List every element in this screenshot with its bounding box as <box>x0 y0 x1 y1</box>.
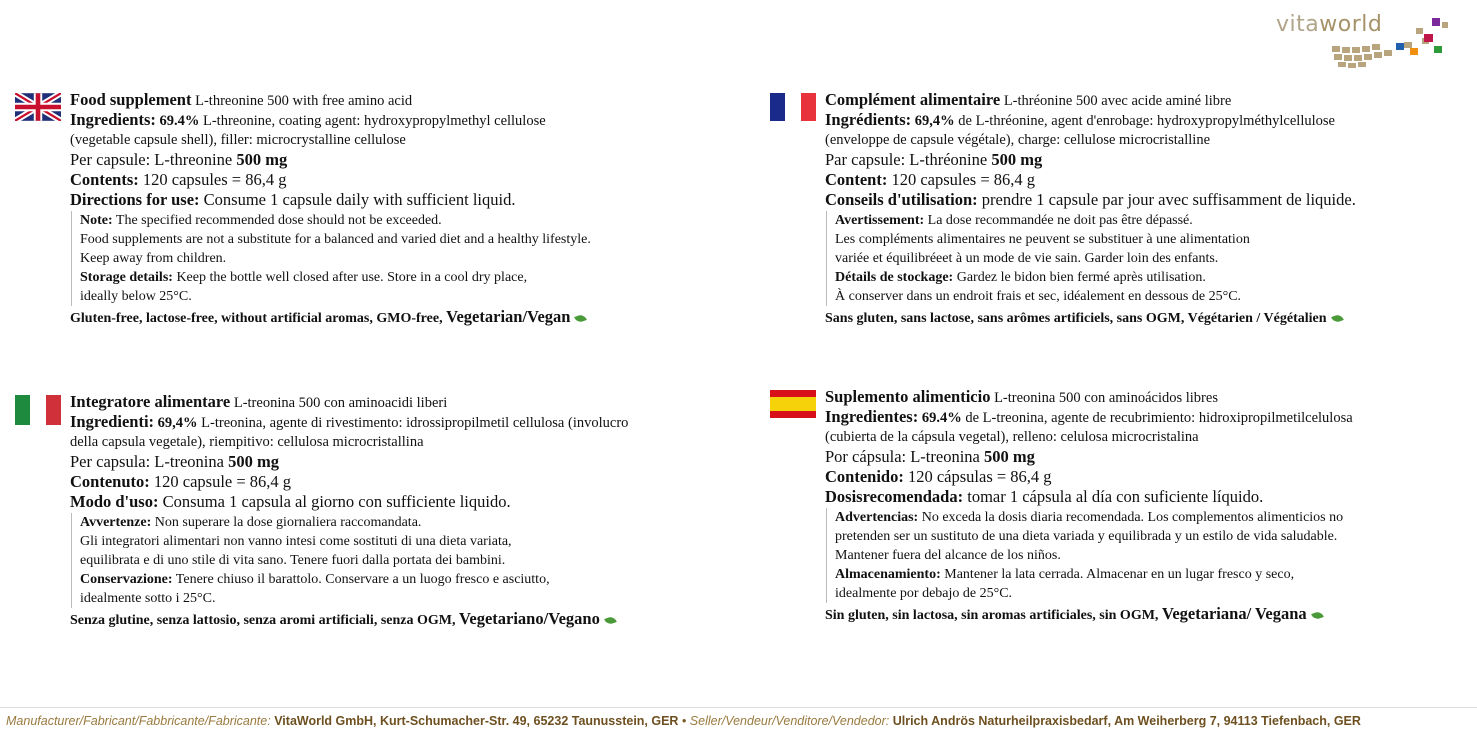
footer: Manufacturer/Fabricant/Fabbricante/Fabricante: VitaWorld GmbH, Kurt-Schumacher-Str. 49, 65232 Taunusstein, GER • Seller/Vendeur/Venditore/Vendedor: Ulrich Andrös Naturheilpraxisbedarf, Am Weiherberg 7, 94113 Tiefenbach, GER <box>0 707 1477 728</box>
ingredients: Ingredientes: 69.4% de L-treonina, agente de recubrimiento: hidroxipropilmetilcelulosa <box>825 407 1353 426</box>
logo-mosaic-icon <box>1272 6 1472 72</box>
note-line: Note: The specified recommended dose should not be exceeded. <box>80 213 442 228</box>
dietary-tags: Sin gluten, sin lactosa, sin aromas artificiales, sin OGM, Vegetariana/ Vegana <box>825 603 1477 625</box>
contents: Contents: 120 capsules = 86,4 g <box>70 170 287 189</box>
notes <box>826 211 1477 306</box>
contents: Content: 120 capsules = 86,4 g <box>825 170 1036 189</box>
directions: Directions for use: Consume 1 capsule daily with sufficient liquid. <box>70 190 516 209</box>
leaf-icon <box>575 313 588 323</box>
dietary-tags: Senza glutine, senza lattosio, senza aromi artificiali, senza OGM, Vegetariano/Vegano <box>70 608 760 630</box>
product-title: Food supplement L-threonine 500 with free amino acid <box>70 90 413 109</box>
note-line: variée et équilibréeet à un mode de vie sain. Garder loin des enfants. <box>835 251 1219 266</box>
dietary-tags: Sans gluten, sans lactose, sans arômes artificiels, sans OGM, Végétarien / Végétalien <box>825 306 1477 328</box>
directions: Conseils d'utilisation: prendre 1 capsule par jour avec suffisamment de liquide. <box>825 190 1356 209</box>
note-line: Les compléments alimentaires ne peuvent se substituer à une alimentation <box>835 232 1250 247</box>
contents: Contenuto: 120 capsule = 86,4 g <box>70 472 292 491</box>
note-line: pretenden ser un sustituto de una dieta variada y equilibrada y un estilo de vida saludable. <box>835 529 1338 544</box>
leaf-icon <box>1311 610 1324 620</box>
uk-flag-icon <box>15 93 61 121</box>
note-line: Avertissement: La dose recommandée ne doit pas être dépassé. <box>835 213 1193 228</box>
italy-flag-icon <box>15 395 61 423</box>
ingredients-cont: della capsula vegetale), riempitivo: cellulosa microcristallina <box>70 434 424 450</box>
note-line: Almacenamiento: Mantener la lata cerrada. Almacenar en un lugar fresco y seco, <box>835 567 1295 582</box>
notes <box>71 211 760 306</box>
ingredients-cont: (vegetable capsule shell), filler: microcrystalline cellulose <box>70 132 406 148</box>
note-line: ideally below 25°C. <box>80 289 192 304</box>
per-capsule: Per capsula: L-treonina 500 mg <box>70 452 279 471</box>
directions: Dosisrecomendada: tomar 1 cápsula al día con suficiente líquido. <box>825 487 1264 506</box>
spain-flag-icon <box>770 390 816 418</box>
ingredients-cont: (cubierta de la cápsula vegetal), relleno: celulosa microcristalina <box>825 429 1199 445</box>
note-line: Conservazione: Tenere chiuso il barattolo. Conservare a un luogo fresco e asciutto, <box>80 572 550 587</box>
ingredients: Ingredients: 69.4% L-threonine, coating agent: hydroxypropylmethyl cellulose <box>70 110 546 129</box>
contents: Contenido: 120 cápsulas = 86,4 g <box>825 467 1052 486</box>
note-line: Gli integratori alimentari non vanno intesi come sostituti di una dieta variata, <box>80 534 512 549</box>
note-line: À conserver dans un endroit frais et sec, idéalement en dessous de 25°C. <box>835 289 1242 304</box>
product-title: Suplemento alimenticio L-treonina 500 con aminoácidos libres <box>825 387 1218 406</box>
vitaworld-logo: vitaworld <box>1272 6 1472 72</box>
leaf-icon <box>604 615 617 625</box>
note-line: Food supplements are not a substitute for a balanced and varied diet and a healthy lifestyle. <box>80 232 591 247</box>
ingredients: Ingrédients: 69,4% de L-thréonine, agent d'enrobage: hydroxypropylméthylcellulose <box>825 110 1335 129</box>
france-flag-icon <box>770 93 816 121</box>
note-line: Advertencias: No exceda la dosis diaria recomendada. Los complementos alimenticios no <box>835 510 1344 525</box>
ingredients-cont: (enveloppe de capsule végétale), charge: cellulose microcristalline <box>825 132 1211 148</box>
note-line: Keep away from children. <box>80 251 227 266</box>
notes <box>71 513 760 608</box>
note-line: equilibrata e di uno stile di vita sano. Tenere fuori dalla portata dei bambini. <box>80 553 506 568</box>
note-line: Détails de stockage: Gardez le bidon bien fermé après utilisation. <box>835 270 1206 285</box>
per-capsule: Par capsule: L-thréonine 500 mg <box>825 150 1043 169</box>
ingredients: Ingredienti: 69,4% L-treonina, agente di rivestimento: idrossipropilmetil cellulosa (involucro <box>70 412 629 431</box>
product-title: Complément alimentaire L-thréonine 500 avec acide aminé libre <box>825 90 1232 109</box>
dietary-tags: Gluten-free, lactose-free, without artificial aromas, GMO-free, Vegetarian/Vegan <box>70 306 760 328</box>
note-line: Storage details: Keep the bottle well closed after use. Store in a cool dry place, <box>80 270 528 285</box>
note-line: Avvertenze: Non superare la dose giornaliera raccomandata. <box>80 515 422 530</box>
per-capsule: Per capsule: L-threonine 500 mg <box>70 150 288 169</box>
notes <box>826 508 1477 603</box>
note-line: idealmente por debajo de 25°C. <box>835 586 1013 601</box>
product-title: Integratore alimentare L-treonina 500 con aminoacidi liberi <box>70 392 448 411</box>
per-capsule: Por cápsula: L-treonina 500 mg <box>825 447 1035 466</box>
note-line: Mantener fuera del alcance de los niños. <box>835 548 1061 563</box>
note-line: idealmente sotto i 25°C. <box>80 591 216 606</box>
directions: Modo d'uso: Consuma 1 capsula al giorno con sufficiente liquido. <box>70 492 511 511</box>
leaf-icon <box>1331 313 1344 323</box>
